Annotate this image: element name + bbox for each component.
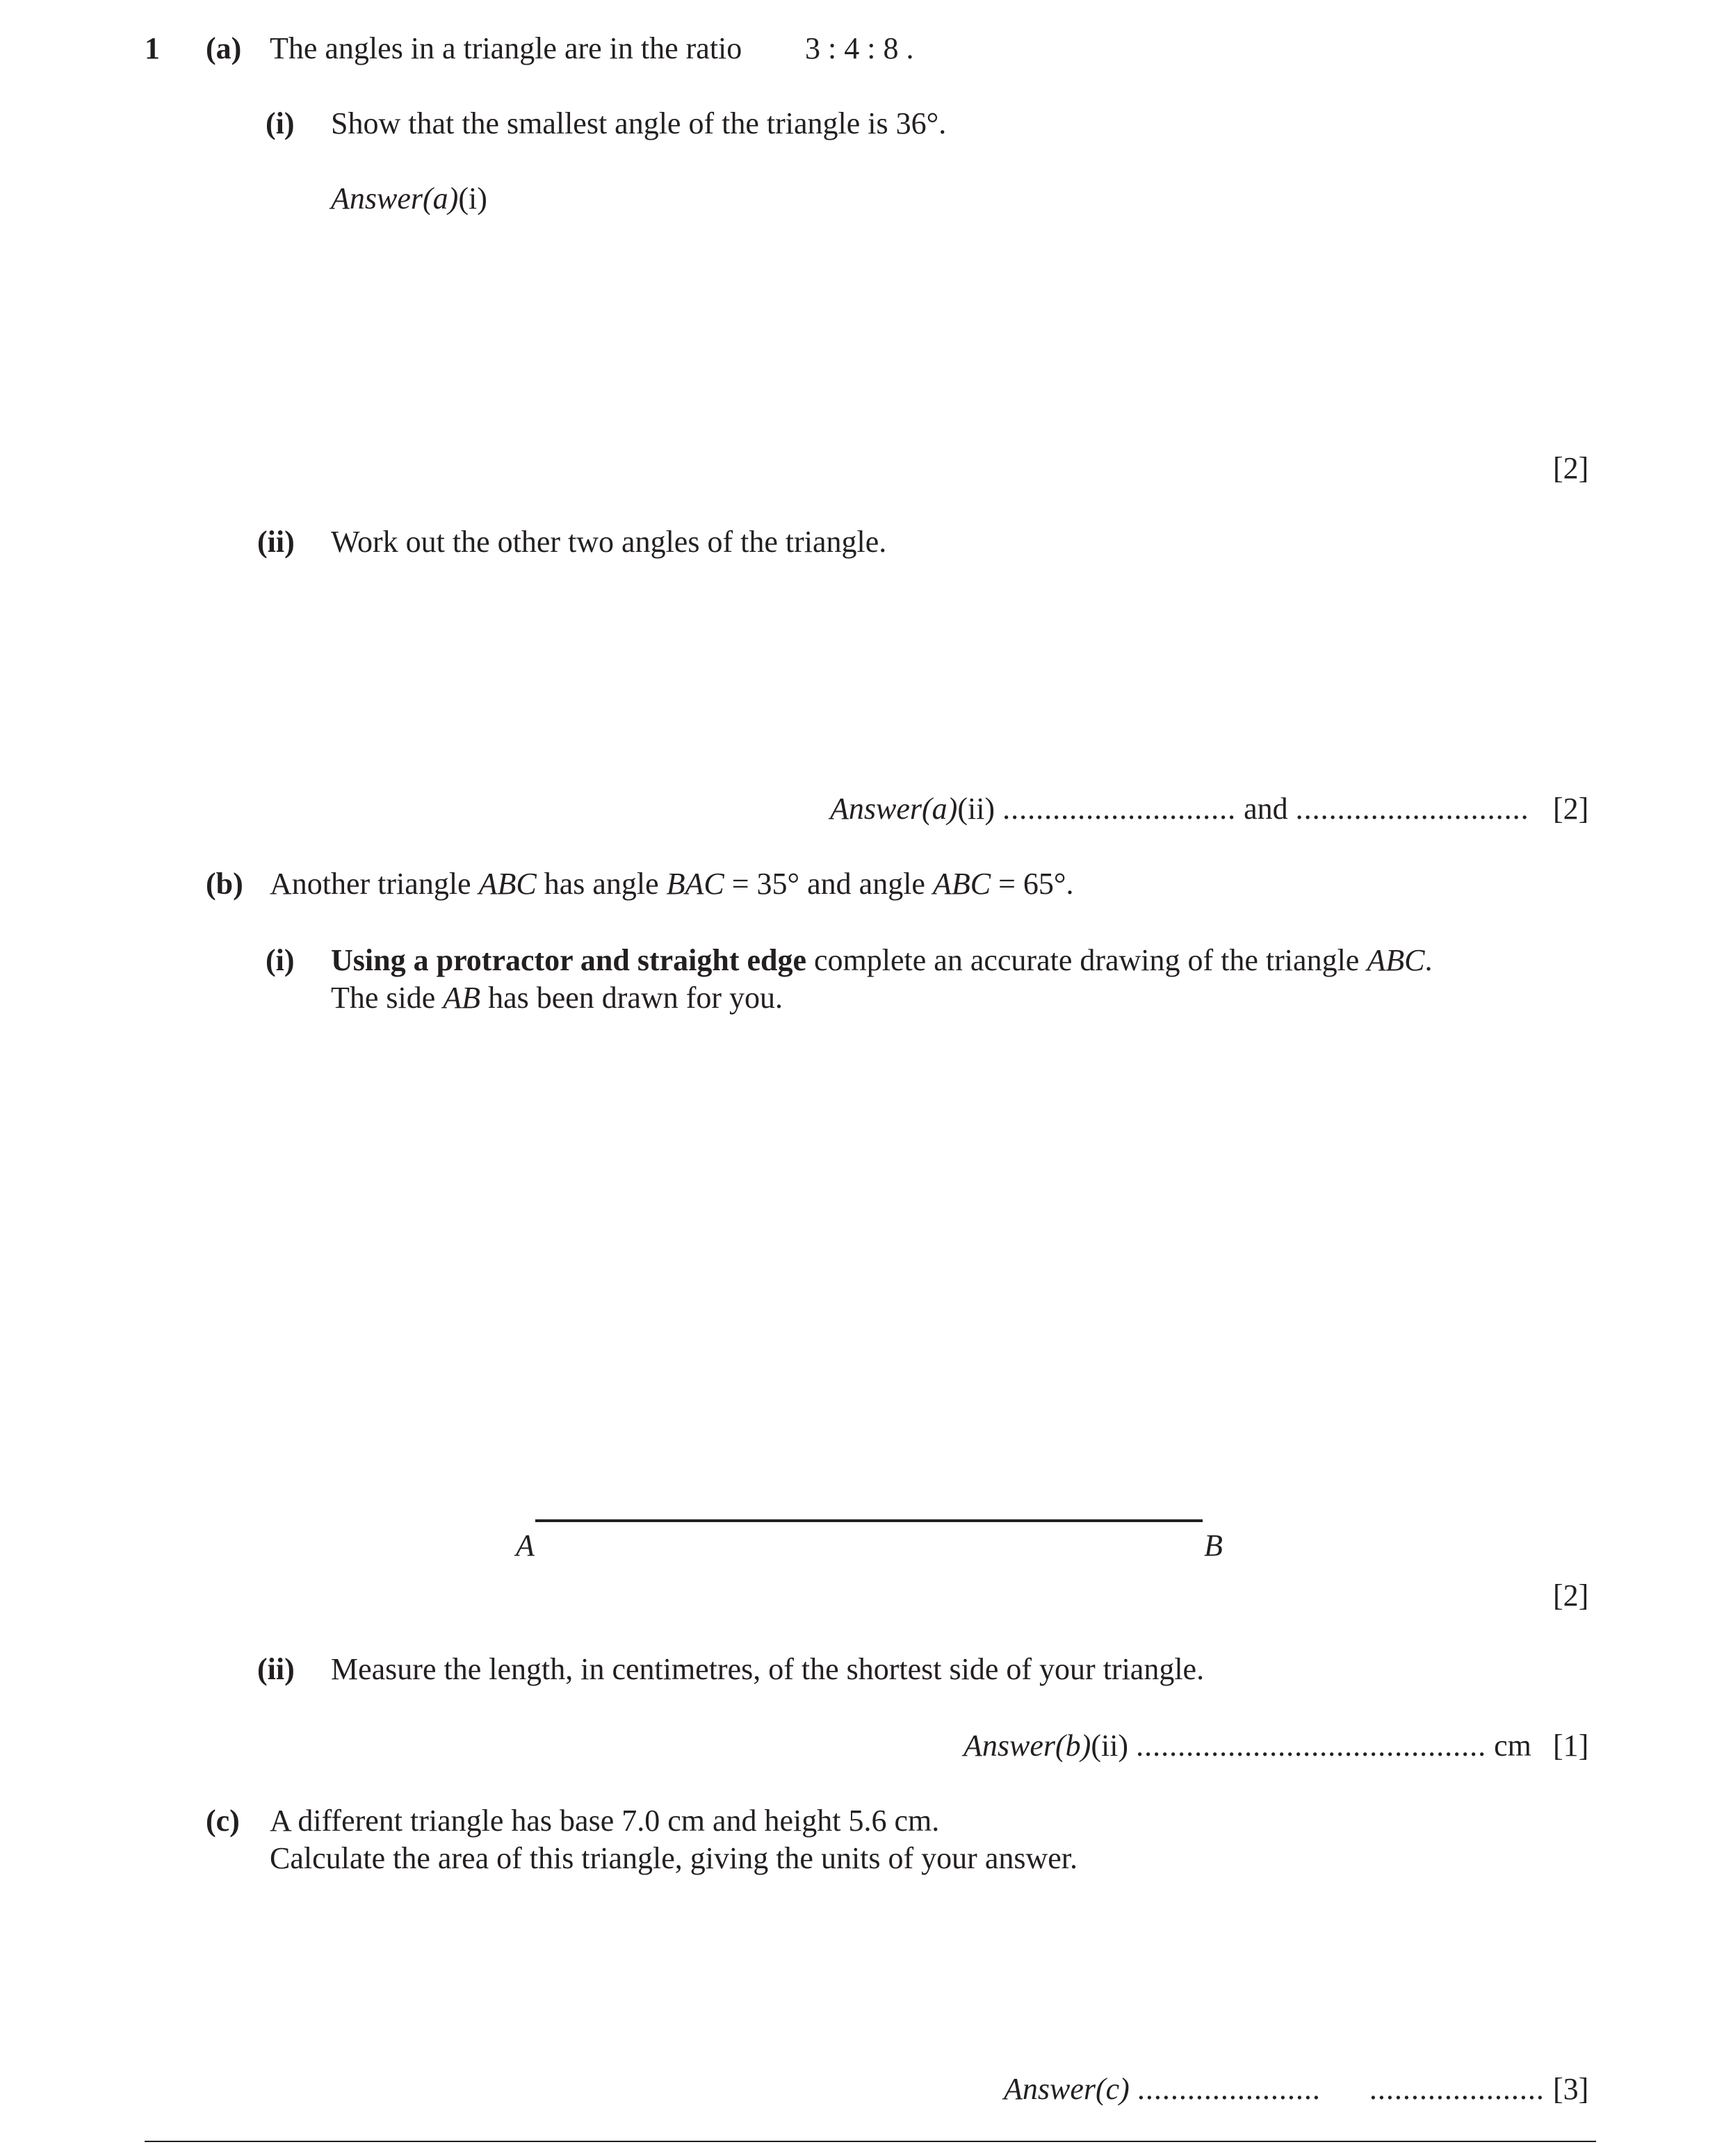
answer-a-ii [830, 794, 1529, 824]
part-a-ii-label: (ii) [257, 525, 295, 559]
triangle-name: ABC [1367, 943, 1425, 977]
part-a-i-text: Show that the smallest angle of the triangle is 36°. [331, 106, 947, 140]
part-b-text [270, 869, 1074, 899]
marks-a-ii: [2] [1553, 792, 1589, 826]
side-name: AB [443, 981, 481, 1015]
point-a-label: A [516, 1528, 535, 1562]
part-a-ii-text: Work out the other two angles of the triangle. [331, 525, 887, 559]
angle-name: ABC [932, 867, 991, 901]
part-b-label: (b) [206, 867, 243, 901]
part-b-ii-label: (ii) [257, 1652, 295, 1686]
answer-dots-1[interactable]: ............................ [1002, 792, 1237, 826]
angle-name: BAC [666, 867, 724, 901]
answer-label: Answer(b) [963, 1729, 1091, 1763]
answer-part: (ii) [957, 792, 995, 826]
triangle-name: ABC [478, 867, 537, 901]
answer-part: (i) [458, 181, 487, 215]
bold-instruction: Using a protractor and straight edge [331, 943, 807, 977]
text: . [1424, 943, 1433, 977]
question-number: 1 [145, 31, 160, 65]
answer-a-i [331, 183, 487, 214]
ratio: 3 : 4 : 8 . [805, 31, 914, 65]
part-c-line1: A different triangle has base 7.0 cm and height 5.6 cm. [270, 1804, 940, 1838]
marks-b-i: [2] [1553, 1578, 1589, 1612]
answer-dots-1[interactable]: ...................... [1137, 2072, 1321, 2106]
part-c-line2: Calculate the area of this triangle, giving the units of your answer. [270, 1841, 1078, 1875]
part-a-text: The angles in a triangle are in the ratio [270, 31, 742, 65]
part-b-ii-text: Measure the length, in centimetres, of the shortest side of your triangle. [331, 1652, 1205, 1686]
answer-dots[interactable]: .......................................... [1136, 1729, 1487, 1763]
text: complete an accurate drawing of the triangle [806, 943, 1367, 977]
footer-rule [145, 2141, 1596, 2142]
text: has angle [536, 867, 667, 901]
answer-dots-2[interactable]: ..................... [1369, 2072, 1545, 2106]
part-a-i-label: (i) [266, 106, 295, 140]
part-b-i-line2 [331, 983, 783, 1013]
answer-label: Answer(c) [1004, 2072, 1130, 2106]
answer-part: (ii) [1091, 1729, 1129, 1763]
text: The side [331, 981, 444, 1015]
side-ab-line [535, 1519, 1203, 1522]
marks-c: [3] [1553, 2072, 1589, 2106]
text: = 35° and angle [724, 867, 933, 901]
answer-label: Answer(a) [830, 792, 958, 826]
text: = 65°. [991, 867, 1074, 901]
marks-a-i: [2] [1553, 451, 1589, 485]
part-c-label: (c) [206, 1804, 240, 1838]
marks-b-ii: [1] [1553, 1729, 1589, 1763]
answer-dots-2[interactable]: ............................ [1295, 792, 1529, 826]
answer-c [1004, 2074, 1545, 2105]
point-b-label: B [1204, 1528, 1223, 1562]
text: Another triangle [270, 867, 479, 901]
answer-label: Answer(a) [331, 181, 459, 215]
part-a-label: (a) [206, 31, 242, 65]
text: has been drawn for you. [480, 981, 783, 1015]
answer-b-ii [963, 1731, 1531, 1761]
and-word: and [1244, 792, 1288, 826]
unit-cm: cm [1494, 1729, 1531, 1763]
part-b-i-line1 [331, 945, 1432, 976]
part-b-i-label: (i) [266, 943, 295, 977]
